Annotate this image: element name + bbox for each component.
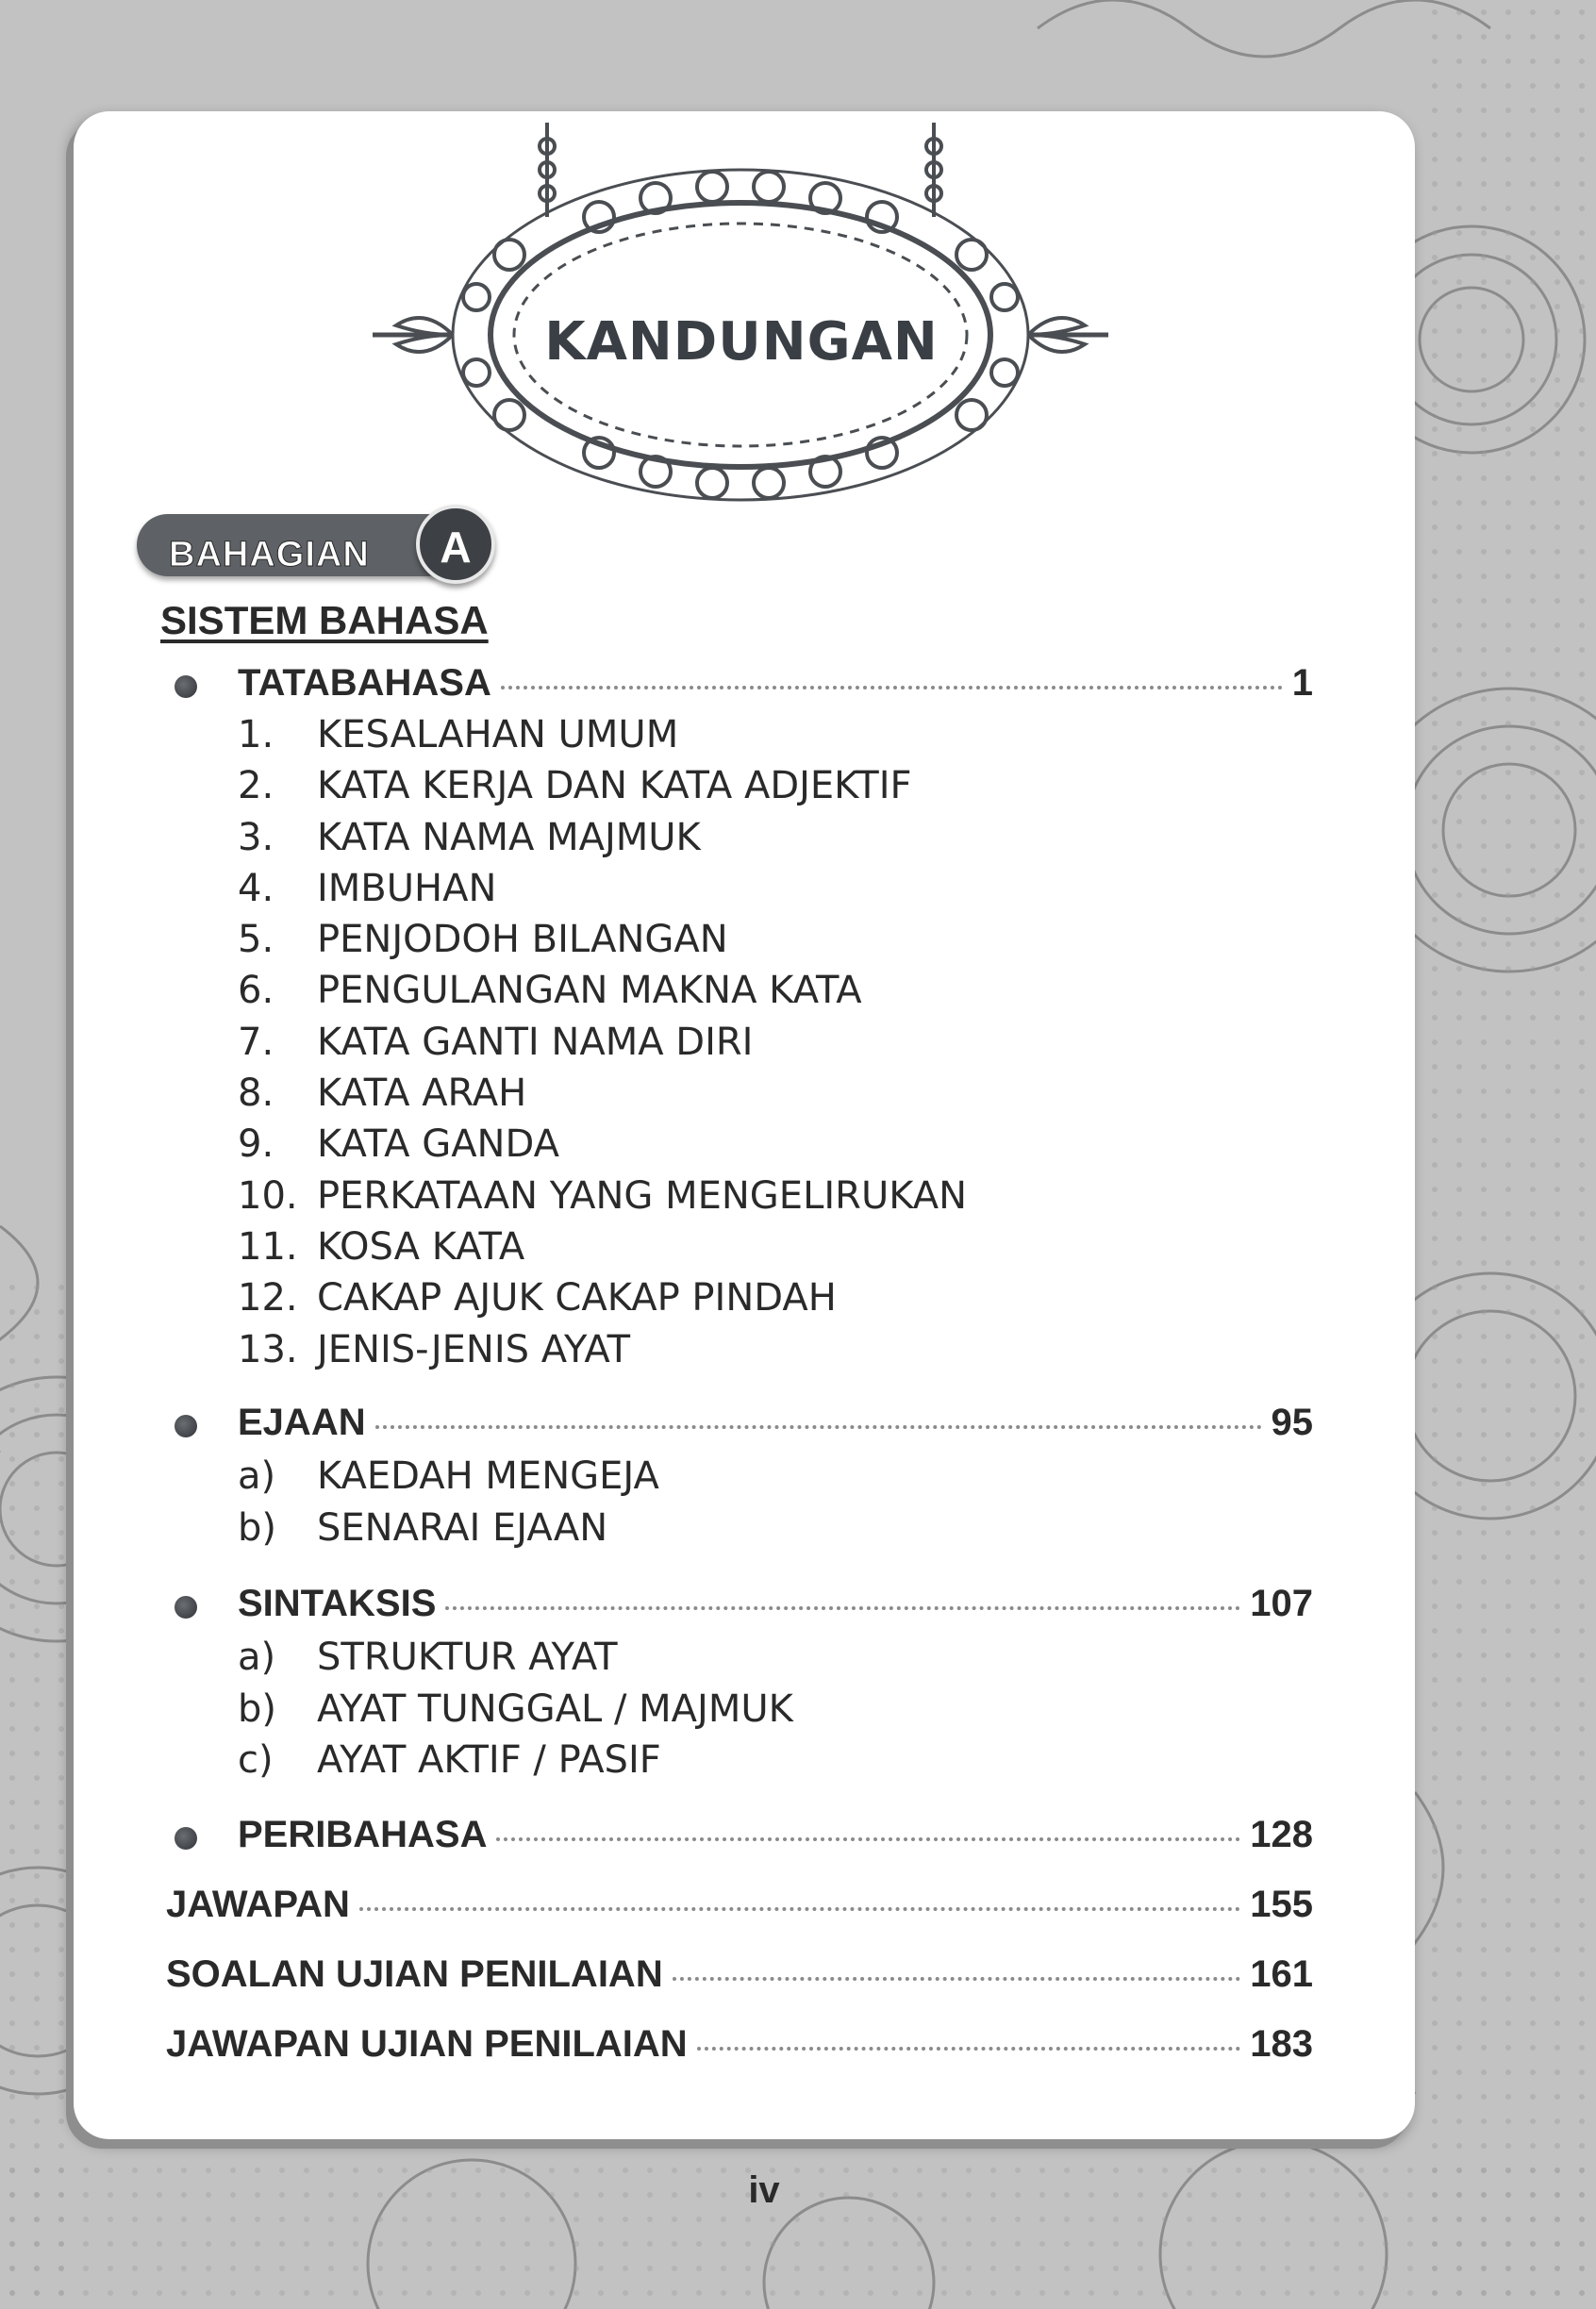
part-letter-circle [416,505,495,584]
toc-subitem: 13. JENIS-JENIS AYAT [238,1328,631,1371]
toc-entry-page: 128 [1250,1814,1313,1855]
toc-subitem: a) KAEDAH MENGEJA [238,1454,659,1498]
toc-entry-tatabahasa [238,662,1313,705]
page-title: KANDUNGAN [544,311,939,373]
toc-subitem: 5. PENJODOH BILANGAN [238,918,728,961]
toc-subitem: 9. KATA GANDA [238,1122,559,1166]
part-badge-body [137,514,457,576]
toc-subitem: c) AYAT AKTIF / PASIF [238,1738,661,1782]
toc-subitem: 7. KATA GANTI NAMA DIRI [238,1021,754,1064]
toc-entry-sintaksis [238,1583,1313,1625]
dot-leader [501,686,1283,689]
toc-subitem: 1. KESALAHAN UMUM [238,713,679,756]
section-heading: SISTEM BAHASA [160,598,489,642]
bullet-icon [175,1827,197,1850]
dot-leader [445,1606,1240,1610]
toc-subitem: 3. KATA NAMA MAJMUK [238,816,701,859]
toc-subitem: 11. KOSA KATA [238,1225,525,1269]
toc-entry-page: 183 [1250,2023,1313,2065]
bullet-icon [175,1415,197,1437]
toc-entry-label: JAWAPAN UJIAN PENILAIAN [166,2023,688,2065]
toc-subitem: 10. PERKATAAN YANG MENGELIRUKAN [238,1174,968,1218]
dot-leader [496,1837,1240,1841]
toc-entry-soalan-ujian [166,1953,1313,1996]
toc-entry-label: PERIBAHASA [238,1814,488,1855]
toc-entry-ejaan [238,1402,1313,1444]
toc-subitem: 6. PENGULANGAN MAKNA KATA [238,969,862,1012]
part-badge [137,505,495,586]
toc-entry-page: 107 [1250,1583,1313,1624]
toc-entry-page: 1 [1291,662,1313,704]
dot-leader [375,1425,1262,1429]
toc-entry-label: JAWAPAN [166,1884,350,1925]
bullet-icon [175,1596,197,1619]
toc-subitem: 4. IMBUHAN [238,867,497,910]
part-label: BAHAGIAN [169,535,370,574]
toc-entry-jawapan-ujian [166,2023,1313,2066]
toc-entry-label: SOALAN UJIAN PENILAIAN [166,1953,663,1995]
toc-entry-jawapan [166,1884,1313,1926]
part-letter: A [440,523,472,572]
toc-entry-label: TATABAHASA [238,662,491,704]
toc-entry-page: 95 [1271,1402,1313,1443]
bullet-icon [175,675,197,698]
page-number: iv [748,2169,780,2211]
toc-entry-page: 155 [1250,1884,1313,1925]
toc-entry-page: 161 [1250,1953,1313,1995]
dot-leader [673,1977,1241,1981]
toc-subitem: 2. KATA KERJA DAN KATA ADJEKTIF [238,764,912,807]
toc-subitem: 12. CAKAP AJUK CAKAP PINDAH [238,1276,837,1320]
toc-subitem: b) AYAT TUNGGAL / MAJMUK [238,1687,793,1731]
toc-subitem: b) SENARAI EJAAN [238,1506,608,1550]
dot-leader [697,2047,1241,2051]
toc-subitem: a) STRUKTUR AYAT [238,1636,618,1679]
toc-entry-peribahasa [238,1814,1313,1856]
toc-entry-label: EJAAN [238,1402,366,1443]
toc-entry-label: SINTAKSIS [238,1583,437,1624]
dot-leader [359,1907,1240,1911]
toc-subitem: 8. KATA ARAH [238,1071,527,1115]
